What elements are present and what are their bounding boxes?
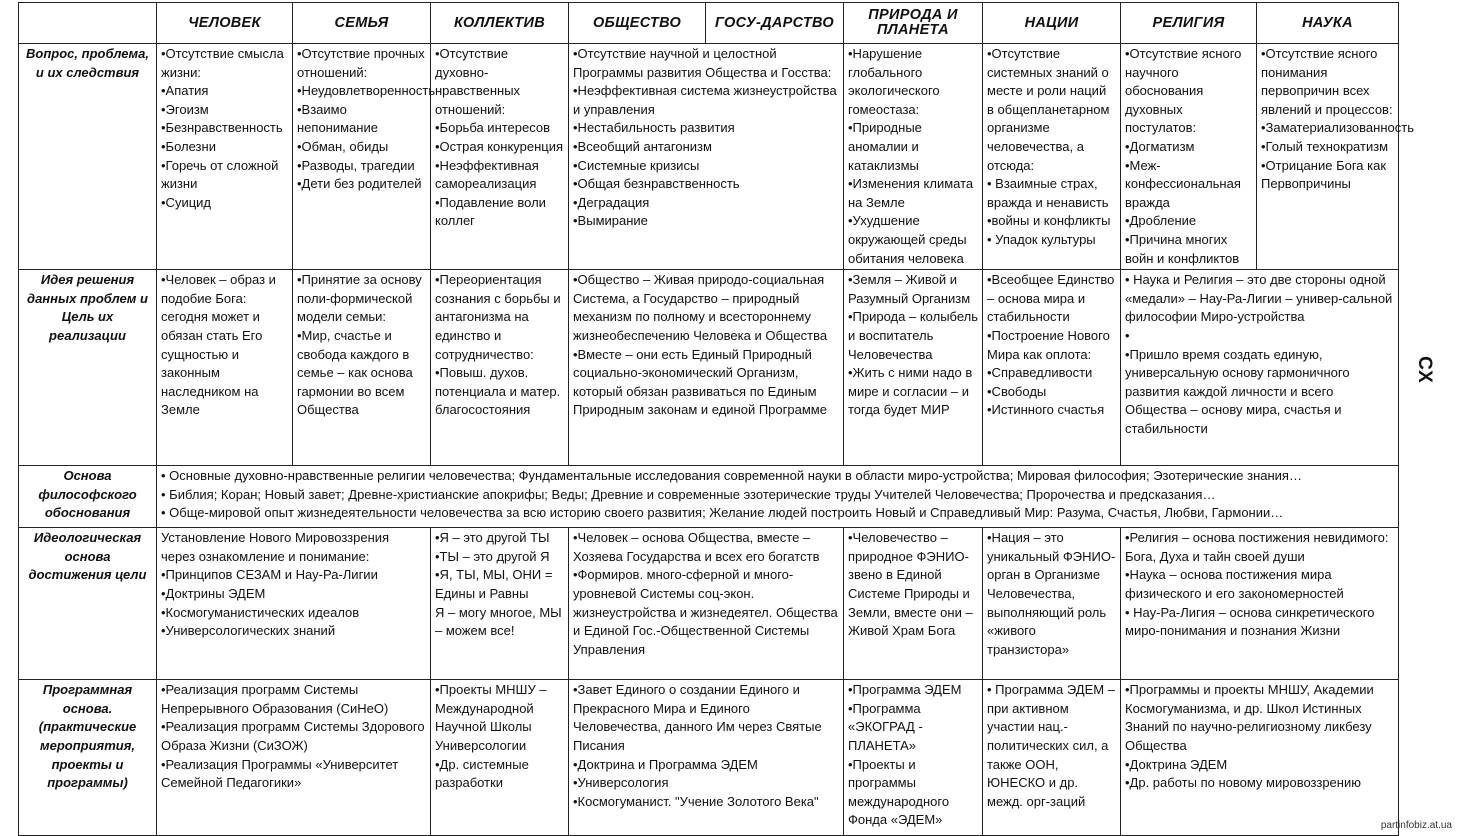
cell-item: • Взаимные страх, вражда и ненависть	[987, 176, 1109, 210]
cell-item: •Меж-конфессиональная вражда	[1125, 157, 1241, 210]
cell-item: •Проекты МНШУ – Международной Научной Школы Универсологии	[435, 682, 547, 753]
cell-item: • Нау-Ра-Лигия – основа синкретического миро-понимания и познания Жизни	[1125, 604, 1375, 639]
cell-item: сегодня может и обязан стать Его сущностью и законным наследником на Земле	[161, 309, 263, 418]
cell-programs-obshchestvo-gosudarstvo	[569, 680, 844, 836]
header-nauka: НАУКА	[1257, 3, 1399, 44]
watermark: partinfobiz.at.ua	[1380, 820, 1452, 831]
side-label	[1406, 350, 1442, 390]
cell-item: • Упадок культуры	[987, 231, 1096, 247]
cell-item: •Я, ТЫ, МЫ, ОНИ = Едины и Равны	[435, 567, 553, 601]
cell-item: •Голый технократизм	[1261, 138, 1389, 154]
cell-item: •Нарушение глобального экологического гомеостаза:	[848, 46, 940, 117]
row-label-ideology: Идеологическая основа достижения цели	[19, 528, 157, 680]
cell-programs-religiya-nauka	[1121, 680, 1399, 836]
cell-item: •Всеобщий антагонизм	[573, 138, 712, 154]
cell-item: •Построение Нового Мира как оплота:	[987, 327, 1110, 362]
cell-item: •Мир, счастье и свобода каждого в семье – как основа гармонии во всем Общества	[297, 327, 413, 418]
cell-item: •Нация – это уникальный ФЭНИО- орган в Организме Человечества, выполняющий роль «живого транзистора»	[987, 530, 1116, 657]
cell-item: •Безнравственность	[161, 120, 283, 136]
cell-item: •Земля – Живой и Разумный Организм	[848, 272, 971, 306]
cell-item: •Религия – основа постижения невидимого: Бога, Духа и тайн своей души	[1125, 530, 1389, 564]
row-label-ideas: Идея решения данных проблем и Цель их реализации	[19, 270, 157, 466]
cell-philosophy	[157, 466, 1399, 528]
row-programs	[19, 680, 1399, 836]
cell-problems-obshchestvo-gosudarstvo	[569, 44, 844, 270]
cell-item: •Общая безнравственность	[573, 176, 740, 192]
cell-item: •Универсология	[573, 775, 669, 791]
cell-item: •Причина многих войн и конфликтов	[1125, 231, 1240, 266]
cell-item: •Реализация Программы «Университет Семейной Педагогики»	[161, 756, 399, 791]
cell-ideas-priroda	[844, 270, 983, 466]
cell-ideas-natsii	[983, 270, 1121, 466]
cell-item: •Доктрина ЭДЕМ	[1125, 756, 1228, 772]
cell-item: •Вымирание	[573, 213, 648, 229]
cell-item: •Всеобщее Единство – основа мира и стабильности	[987, 272, 1115, 325]
cell-item: •Принятие за основу поли-формической модели семьи:	[297, 272, 422, 325]
header-chelovek: ЧЕЛОВЕК	[157, 3, 293, 44]
cell-ideology-chelovek-semya	[157, 528, 431, 680]
cell-item: •Отсутствие научной и целостной Программы развития Общества и Госства:	[573, 46, 832, 80]
cell-item: •Общество – Живая природо-социальная Система, а Государство – природный механизм по полному и всестороннему жизнеобеспечению Человека и Общества	[573, 272, 828, 343]
philosophy-line: • Основные духовно-нравственные религии человечества; Фундаментальные исследования современной науки в области миро-устройства; Мировая философия; Эзотерические знания…	[161, 468, 1302, 484]
cell-item: •Переориентация сознания с борьбы и антагонизма на единство и сотрудничество:	[435, 272, 561, 362]
cell-item: •Взаимо непонимание	[297, 101, 378, 136]
cell-item: •Наука – основа постижения мира физического и его закономерностей	[1125, 567, 1344, 601]
philosophy-line: • Обще-мировой опыт жизнедеятельности человечества за всю историю своего развития; Желание людей построить Новый и Справедливый Мир: Разума, Счастья, Любви, Гармонии…	[161, 505, 1284, 521]
cell-item: •Космогуманист. "Учение Золотого Века"	[573, 793, 819, 809]
cell-programs-chelovek-semya	[157, 680, 431, 836]
cell-ideology-priroda	[844, 528, 983, 680]
cell-item: •Я – это другой ТЫ	[435, 530, 550, 546]
cell-item: •Доктрины ЭДЕМ	[161, 585, 266, 601]
row-label-programs: Программная основа. (практические мероприятия, проекты и программы)	[19, 680, 157, 836]
cell-item: •Программа «ЭКОГРАД - ПЛАНЕТА»	[848, 700, 923, 753]
cell-item: •Дробление	[1125, 213, 1197, 229]
cell-item: •Космогуманистических идеалов	[161, 604, 360, 620]
cell-problems-priroda	[844, 44, 983, 270]
cell-item: •Горечь от сложной жизни	[161, 157, 279, 192]
cell-item: •Человечество – природное ФЭНИО-звено в Единой Системе Природы и Земли, вместе они – Живой Храм Бога	[848, 530, 973, 639]
header-gosudarstvo: ГОСУ-ДАРСТВО	[706, 3, 844, 44]
cell-item: •Жить с ними надо в мире и согласии – и тогда будет МИР	[848, 365, 973, 418]
cell-ideology-natsii	[983, 528, 1121, 680]
row-problems	[19, 44, 1399, 270]
cell-item: •Отсутствие смысла жизни:	[161, 46, 284, 80]
cell-problems-kollektiv	[431, 44, 569, 270]
cell-item: •Отсутствие духовно-нравственных отношений:	[435, 46, 521, 117]
cell-item: •Неудовлетворенность	[297, 83, 436, 99]
cell-item: •Программы и проекты МНШУ, Академии Космогуманизма, и др. Школ Истинных Знаний по научно-религиозному ликбезу Общества	[1125, 682, 1374, 753]
cell-item: Установление Нового Мировоззрения через ознакомление и понимание:	[161, 530, 390, 564]
cell-programs-natsii	[983, 680, 1121, 836]
cell-ideas-semya	[293, 270, 431, 466]
row-ideology	[19, 528, 1399, 680]
cell-item: •Изменения климата на Земле	[848, 176, 974, 210]
row-philosophy	[19, 466, 1399, 528]
philosophy-line: • Библия; Коран; Новый завет; Древне-христианские апокрифы; Веды; Древние и современные эзотерические труды Учителей Человечества; Пророчества и предсказания…	[161, 486, 1216, 502]
cell-item: •Природные аномалии и катаклизмы	[848, 120, 922, 173]
cell-ideas-kollektiv	[431, 270, 569, 466]
header-religiya: РЕЛИГИЯ	[1121, 3, 1257, 44]
cell-item: •Заматериализованность	[1261, 120, 1414, 136]
row-label-problems: Вопрос, проблема, и их следствия	[19, 44, 157, 270]
cell-item: •Отсутствие прочных отношений:	[297, 46, 425, 80]
header-kollektiv: КОЛЛЕКТИВ	[431, 3, 569, 44]
cell-problems-chelovek	[157, 44, 293, 270]
side-label-text: СХ	[1413, 356, 1435, 384]
cell-item: •Универсологических знаний	[161, 623, 336, 639]
concept-table-sheet	[18, 2, 1414, 828]
cell-item: •Эгоизм	[161, 101, 209, 117]
row-label-philosophy: Основа философского обоснования	[19, 466, 157, 528]
cell-ideas-chelovek	[157, 270, 293, 466]
cell-item: •Отсутствие системных знаний о месте и роли наций в общепланетарном организме человечества, а отсюда:	[987, 46, 1110, 173]
cell-item: •Дети без родителей	[297, 176, 422, 192]
cell-item: •	[1125, 327, 1130, 343]
cell-item: •Нестабильность развития	[573, 120, 735, 136]
cell-item: •Повыш. духов. потенциала и матер. благосостояния	[435, 365, 561, 418]
cell-item: •Болезни	[161, 138, 216, 154]
cell-problems-semya	[293, 44, 436, 270]
cell-item: •Апатия	[161, 83, 209, 99]
cell-item: •Системные кризисы	[573, 157, 700, 173]
cell-ideas-obshchestvo-gosudarstvo	[569, 270, 844, 466]
cell-item: • Наука и Религия – это две стороны одной «медали» – Нау-Ра-Лигии – универ-сальной философии Миро-устройства	[1125, 272, 1393, 325]
cell-item: •Человек – образ и подобие Бога:	[161, 272, 276, 306]
cell-item: •Др. работы по новому мировоззрению	[1125, 775, 1361, 791]
cell-item: •Пришло время создать единую, универсальную основу гармоничного развития каждой личности и всего Общества – основу мира, счастья и стабильности	[1125, 346, 1350, 436]
cell-item: •Борьба интересов	[435, 120, 551, 136]
cell-item: •войны и конфликты	[987, 213, 1111, 229]
cell-item: •Отсутствие ясного понимания первопричин всех явлений и процессов:	[1261, 46, 1393, 117]
cell-item: •Острая конкуренция	[435, 138, 564, 154]
cell-ideology-religiya-nauka	[1121, 528, 1399, 680]
cell-item: •Принципов СЕЗАМ и Нау-Ра-Лигии	[161, 567, 378, 583]
cell-ideology-obshchestvo-gosudarstvo	[569, 528, 844, 680]
cell-programs-kollektiv	[431, 680, 569, 836]
header-natsii: НАЦИИ	[983, 3, 1121, 44]
header-row	[19, 3, 1399, 44]
cell-item: •Отсутствие ясного научного обоснования духовных постулатов:	[1125, 46, 1242, 136]
concept-table	[18, 2, 1414, 836]
cell-item: •Др. системные разработки	[435, 756, 529, 791]
cell-item: •Деградация	[573, 194, 650, 210]
cell-item: •Обман, обиды	[297, 138, 389, 154]
cell-item: •Неэффективная самореализация	[435, 157, 539, 192]
cell-item: •Проекты и программы международного Фонда «ЭДЕМ»	[848, 756, 950, 828]
cell-programs-priroda	[844, 680, 983, 836]
cell-item: •Человек – основа Общества, вместе – Хозяева Государства и всех его богатств	[573, 530, 820, 564]
cell-item: •Природа – колыбель и воспитатель Человечества	[848, 309, 978, 362]
cell-item: •Доктрина и Программа ЭДЕМ	[573, 756, 758, 772]
cell-item: •Подавление воли коллег	[435, 194, 546, 229]
header-obshchestvo: ОБЩЕСТВО	[569, 3, 706, 44]
header-semya: СЕМЬЯ	[293, 3, 431, 44]
cell-item: •Суицид	[161, 194, 211, 210]
cell-item: •Неэффективная система жизнеустройства и управления	[573, 83, 837, 117]
cell-ideas-religiya-nauka	[1121, 270, 1399, 466]
cell-item: Я – могу многое, МЫ – можем все!	[435, 604, 562, 639]
cell-problems-natsii	[983, 44, 1121, 270]
cell-problems-religiya	[1121, 44, 1257, 270]
cell-ideology-kollektiv	[431, 528, 569, 680]
cell-item: •Свободы	[987, 383, 1047, 399]
cell-problems-nauka	[1257, 44, 1414, 270]
header-priroda: ПРИРОДА И ПЛАНЕТА	[844, 3, 983, 44]
header-corner	[19, 3, 157, 44]
cell-item: •Истинного счастья	[987, 402, 1105, 418]
cell-item: •Отрицание Бога как Первопричины	[1261, 157, 1387, 192]
row-ideas	[19, 270, 1399, 466]
cell-item: •Формиров. много-сферной и много-уровневой Системы соц-экон. жизнеустройства и жизнедеятел. Общества и Единой Гос.-Общественной Системы Управления	[573, 567, 838, 657]
cell-item: •Реализация программ Системы Здорового Образа Жизни (СиЗОЖ)	[161, 719, 425, 753]
cell-item: •Догматизм	[1125, 138, 1195, 154]
cell-item: • Программа ЭДЕМ – при активном участии нац.-политических сил, а также ООН, ЮНЕСКО и др. межд. орг-заций	[987, 682, 1115, 809]
cell-item: •Реализация программ Системы Непрерывного Образования (СиНеО)	[161, 682, 389, 716]
cell-item: •Вместе – они есть Единый Природный социально-экономический Организм, который обязан развиваться по Единым Природным законам и единой Программе	[573, 346, 827, 418]
cell-item: •Завет Единого о создании Единого и Прекрасного Мира и Единого Человечества, данного Им через Святые Писания	[573, 682, 822, 753]
cell-item: •Разводы, трагедии	[297, 157, 415, 173]
cell-item: •Программа ЭДЕМ	[848, 682, 962, 698]
cell-item: •ТЫ – это другой Я	[435, 548, 550, 564]
cell-item: •Ухудшение окружающей среды обитания человека	[848, 213, 967, 266]
cell-item: •Справедливости	[987, 365, 1093, 381]
